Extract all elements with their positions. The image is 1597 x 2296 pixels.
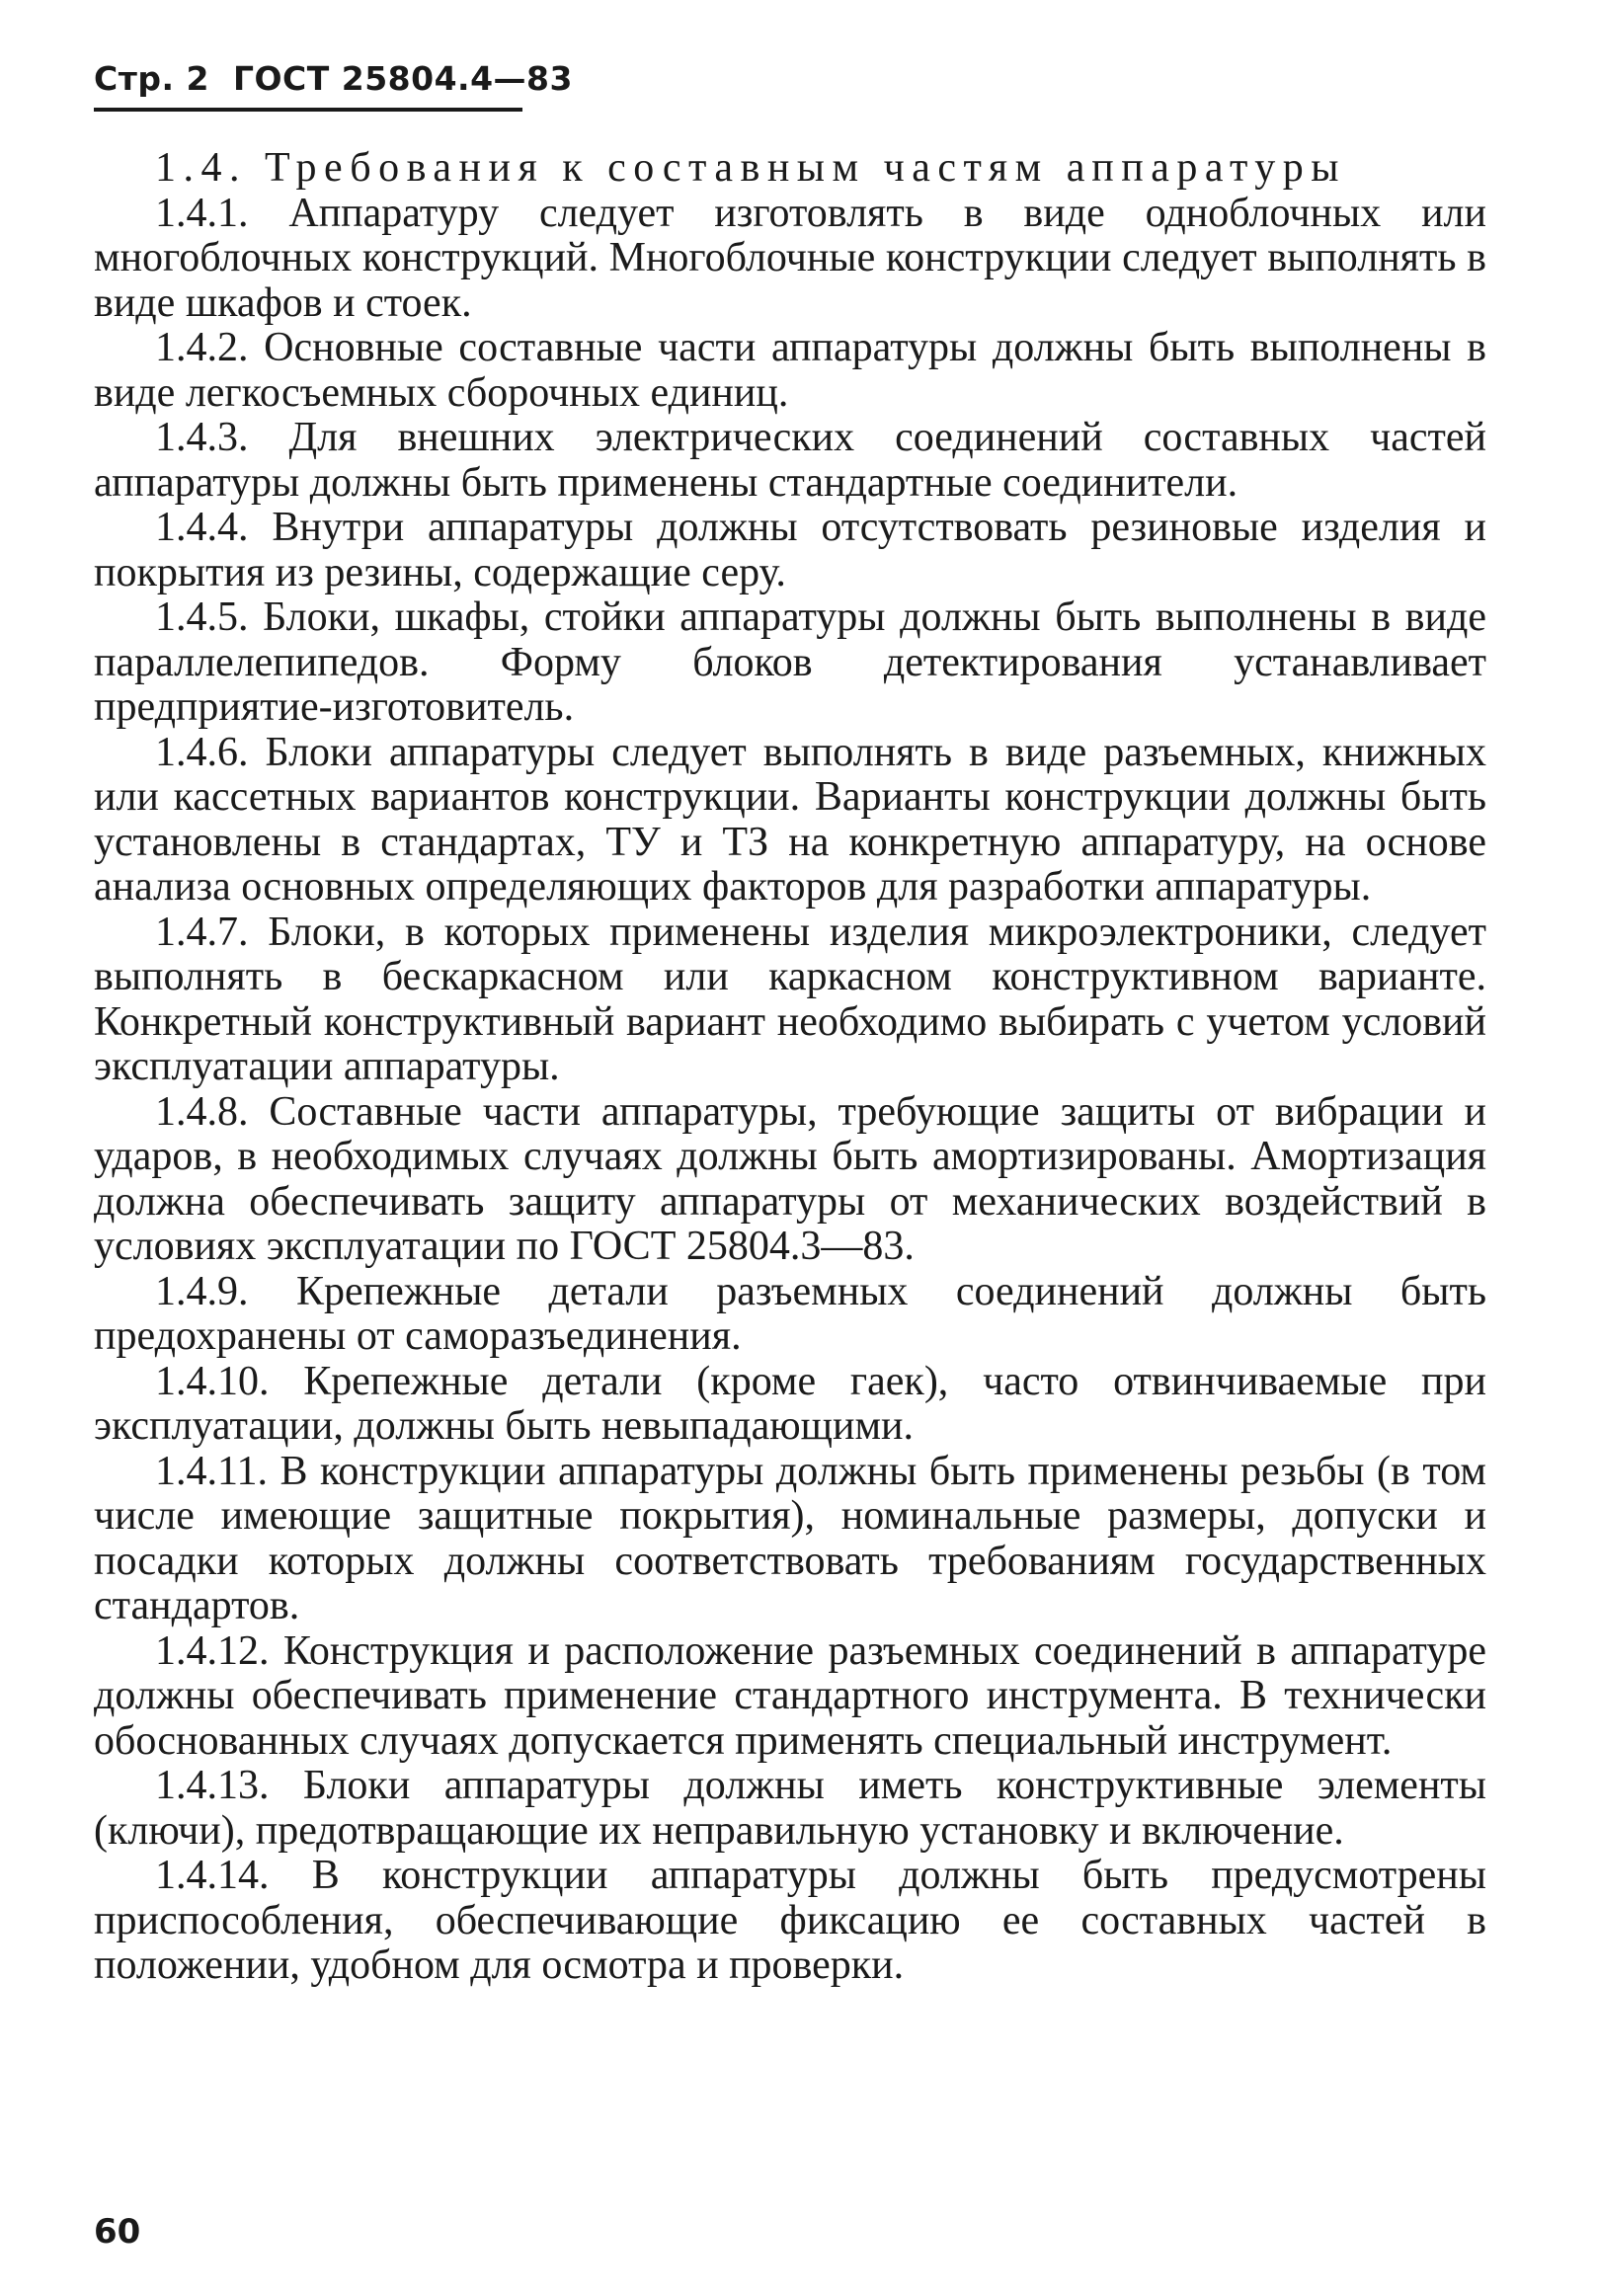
standard-designation: ГОСТ 25804.4—83 <box>232 59 573 98</box>
paragraph-1-4-6: 1.4.6. Блоки аппаратуры следует выполнять в виде разъемных, книжных или кассетных вариантов конструкции. Варианты конструкции должны быть установлены в стандартах, ТУ и ТЗ на конкретную аппаратуру, на основе анализа основных определяющих факторов для разработки аппаратуры. <box>94 729 1486 910</box>
paragraph-1-4-7: 1.4.7. Блоки, в которых применены изделия микроэлектроники, следует выполнять в бескаркасном или каркасном конструктивном варианте. Конкретный конструктивный вариант необходимо выбирать с учетом условий эксплуатации аппаратуры. <box>94 909 1486 1089</box>
document-page <box>94 54 1486 2256</box>
paragraph-1-4-5: 1.4.5. Блоки, шкафы, стойки аппаратуры должны быть выполнены в виде параллелепипедов. Форму блоков детектирования устанавливает предприятие-изготовитель. <box>94 594 1486 730</box>
section-title: 1.4. Требования к составным частям аппаратуры <box>155 145 1346 191</box>
paragraph-1-4-11: 1.4.11. В конструкции аппаратуры должны быть применены резьбы (в том числе имеющие защитные покрытия), номинальные размеры, допуски и посадки которых должны соответствовать требованиям государственных стандартов. <box>94 1448 1486 1628</box>
paragraph-1-4-8: 1.4.8. Составные части аппаратуры, требующие защиты от вибрации и ударов, в необходимых случаях должны быть амортизированы. Амортизация должна обеспечивать защиту аппаратуры от механических воздействий в условиях эксплуатации по ГОСТ 25804.3—83. <box>94 1088 1486 1269</box>
page-header <box>94 54 573 104</box>
paragraph-1-4-12: 1.4.12. Конструкция и расположение разъемных соединений в аппаратуре должны обеспечивать применение стандартного инструмента. В технически обоснованных случаях допускается применять специальный инструмент. <box>94 1627 1486 1764</box>
paragraph-1-4-9: 1.4.9. Крепежные детали разъемных соединений должны быть предохранены от саморазъединения. <box>94 1268 1486 1359</box>
document-body <box>94 146 1486 1989</box>
page-label: Стр. 2 <box>94 59 209 98</box>
page-number: 60 <box>94 2212 141 2252</box>
paragraph-1-4-14: 1.4.14. В конструкции аппаратуры должны быть предусмотрены приспособления, обеспечивающие фиксацию ее составных частей в положении, удобном для осмотра и проверки. <box>94 1853 1486 1988</box>
paragraph-1-4-10: 1.4.10. Крепежные детали (кроме гаек), часто отвинчиваемые при эксплуатации, должны быть невыпадающими. <box>94 1358 1486 1449</box>
paragraph-1-4-1: 1.4.1. Аппаратуру следует изготовлять в виде одноблочных или многоблочных конструкций. Многоблочные конструкции следует выполнять в виде шкафов и стоек. <box>94 190 1486 326</box>
paragraph-1-4-2: 1.4.2. Основные составные части аппаратуры должны быть выполнены в виде легкосъемных сборочных единиц. <box>94 325 1486 416</box>
paragraph-1-4-3: 1.4.3. Для внешних электрических соединений составных частей аппаратуры должны быть применены стандартные соединители. <box>94 415 1486 506</box>
paragraph-1-4-4: 1.4.4. Внутри аппаратуры должны отсутствовать резиновые изделия и покрытия из резины, содержащие серу. <box>94 505 1486 595</box>
paragraph-1-4-13: 1.4.13. Блоки аппаратуры должны иметь конструктивные элементы (ключи), предотвращающие их неправильную установку и включение. <box>94 1763 1486 1854</box>
header-rule <box>94 108 522 112</box>
